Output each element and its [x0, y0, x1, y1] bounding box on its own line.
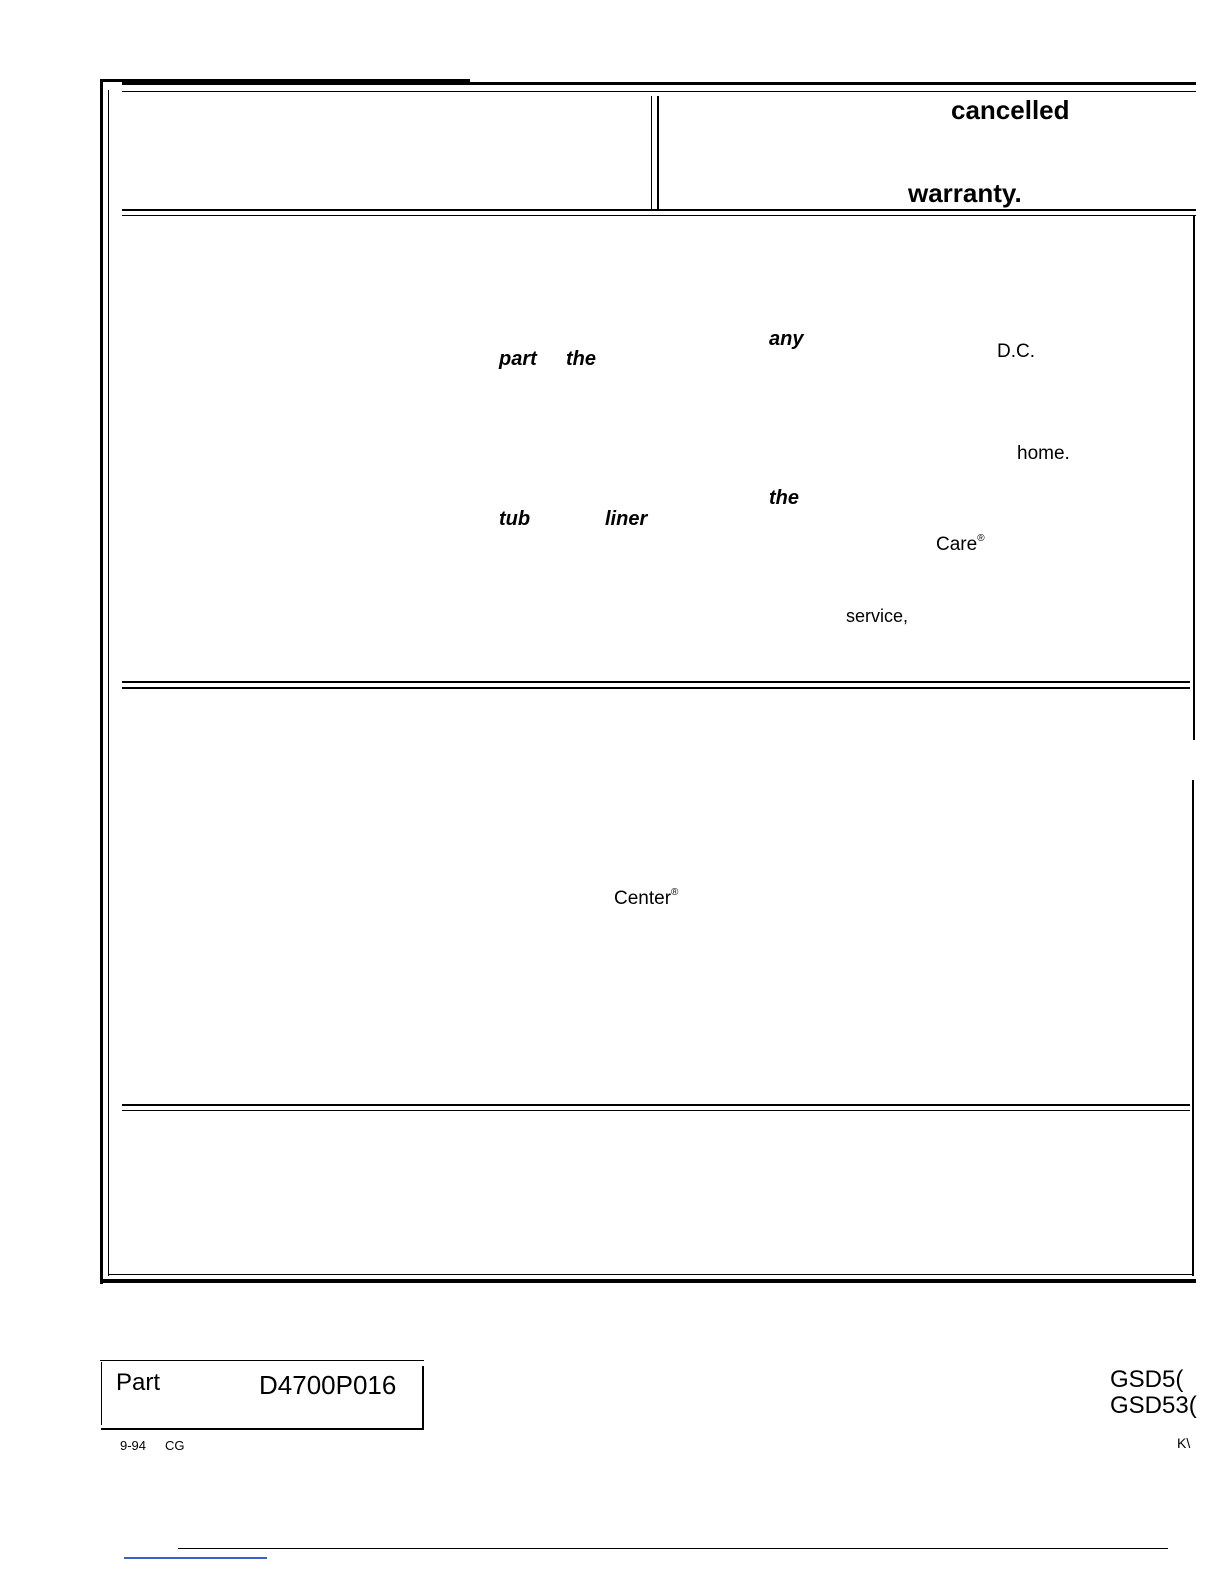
- section1-bottom-rule-2: [122, 687, 1190, 689]
- frame-bottom-inner-rule: [108, 1274, 1194, 1275]
- text-dc: D.C.: [997, 341, 1035, 362]
- text-care: Care®: [936, 533, 985, 555]
- text-service: service,: [846, 606, 909, 626]
- header-cancelled-text: cancelled: [951, 95, 1070, 125]
- text-tub: tub: [499, 508, 531, 530]
- model-number-2: GSD53(: [1110, 1392, 1197, 1419]
- text-the-2: the: [769, 487, 799, 509]
- part-number: D4700P016: [259, 1370, 397, 1400]
- frame-left-border: [100, 80, 103, 1284]
- text-the: the: [566, 348, 596, 370]
- section2-bottom-rule-2: [122, 1110, 1190, 1111]
- header-bottom-rule-2: [122, 215, 1196, 216]
- part-label: Part: [116, 1369, 161, 1396]
- frame-top-rule: [122, 82, 1196, 85]
- text-part: part: [499, 348, 537, 370]
- frame-right-border-lower: [1192, 780, 1194, 1276]
- page-bottom-rule: [178, 1548, 1168, 1549]
- part-box-right-rule: [422, 1366, 424, 1430]
- text-liner: liner: [605, 508, 648, 530]
- printer-code: CG: [165, 1438, 185, 1453]
- header-column-divider: [651, 96, 652, 211]
- section2-bottom-rule: [122, 1104, 1190, 1106]
- part-box-top-rule: [100, 1360, 424, 1361]
- frame-inner-left-border: [108, 90, 109, 1276]
- frame-top-inner-rule: [122, 91, 1196, 92]
- page-bottom-blue-rule: [124, 1557, 267, 1559]
- header-bottom-rule: [122, 209, 1196, 211]
- model-number-1: GSD5(: [1110, 1366, 1184, 1393]
- section1-bottom-rule: [122, 681, 1190, 683]
- frame-right-border: [1193, 216, 1195, 740]
- ky-code: K\: [1177, 1435, 1191, 1451]
- header-column-divider-2: [657, 96, 659, 211]
- part-box-bottom-rule: [101, 1428, 424, 1430]
- header-warranty-text: warranty.: [908, 178, 1022, 208]
- text-any: any: [769, 328, 804, 350]
- text-center: Center®: [614, 887, 679, 909]
- frame-bottom-rule: [100, 1279, 1196, 1283]
- part-box-left-rule: [101, 1362, 102, 1425]
- date-code: 9-94: [120, 1438, 147, 1453]
- text-home: home.: [1017, 443, 1070, 464]
